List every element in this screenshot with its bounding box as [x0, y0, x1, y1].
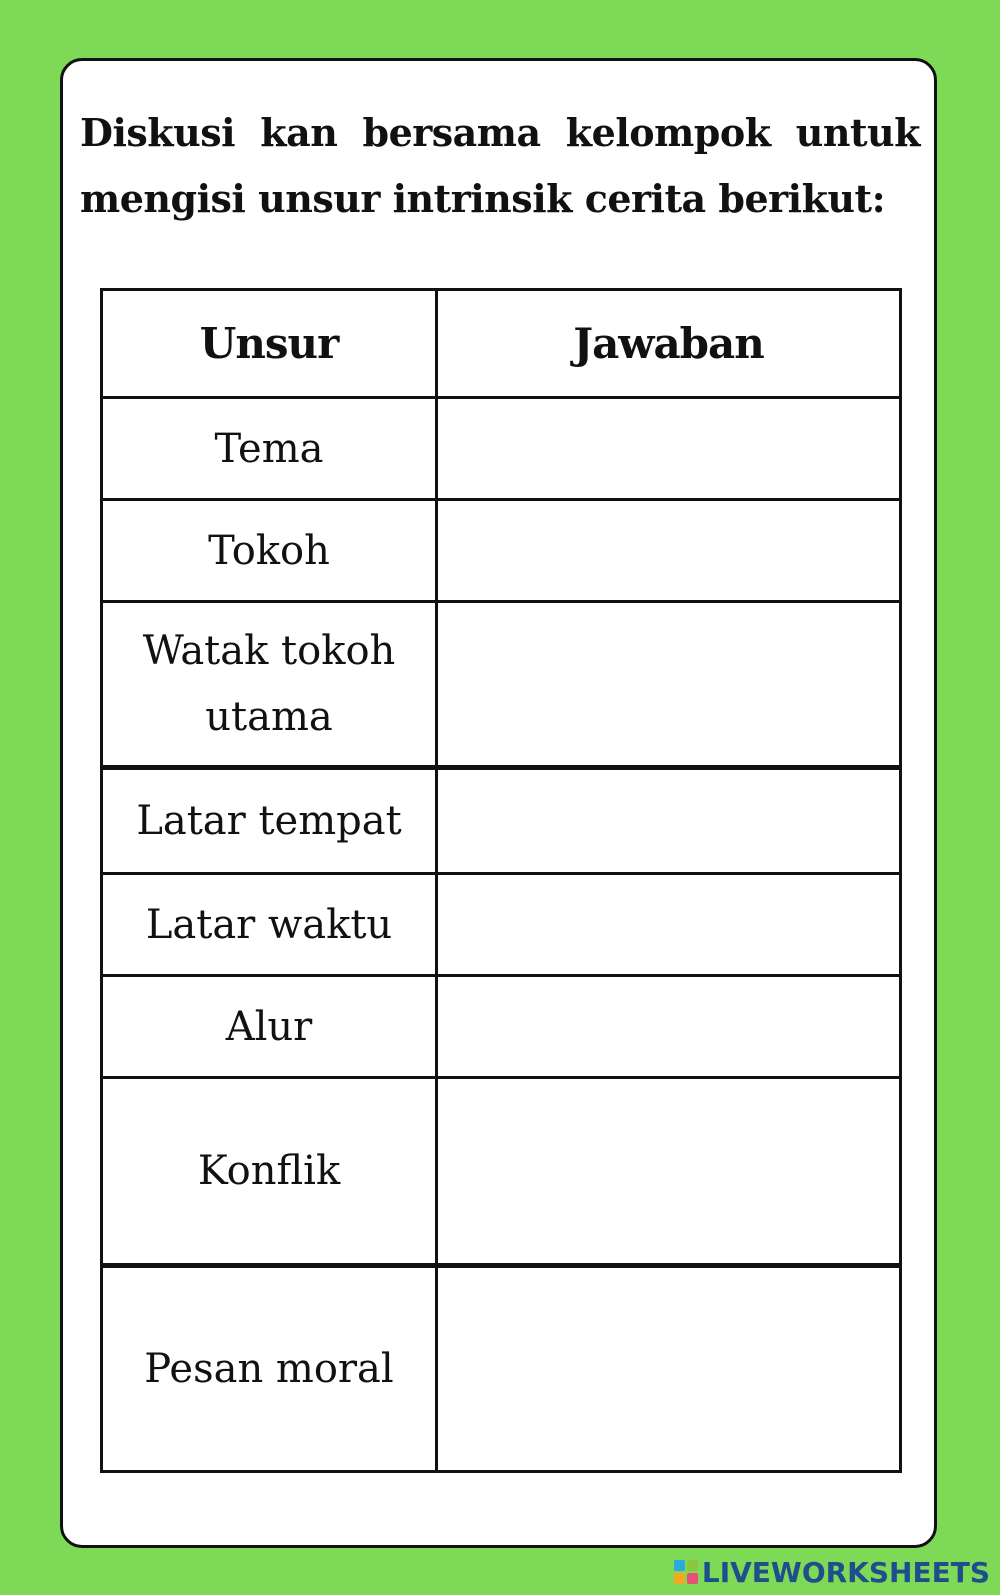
answer-cell-latar-tempat[interactable]	[437, 768, 901, 874]
table-row	[102, 976, 901, 1078]
unsur-cell-pesan-moral: Pesan moral	[102, 1266, 437, 1472]
intrinsic-elements-table	[100, 288, 902, 1473]
unsur-cell-watak-tokoh-utama: Watak tokoh utama	[102, 602, 437, 768]
header-jawaban: Jawaban	[437, 290, 901, 398]
table-header-row	[102, 290, 901, 398]
answer-cell-pesan-moral[interactable]	[437, 1266, 901, 1472]
header-unsur: Unsur	[102, 290, 437, 398]
liveworksheets-watermark	[674, 1556, 990, 1588]
watermark-text: LIVEWORKSHEETS	[701, 1555, 990, 1589]
unsur-cell-latar-tempat: Latar tempat	[102, 768, 437, 874]
unsur-cell-konflik: Konflik	[102, 1078, 437, 1266]
liveworksheets-logo-icon	[674, 1560, 698, 1584]
answer-cell-konflik[interactable]	[437, 1078, 901, 1266]
table-row	[102, 874, 901, 976]
table-row	[102, 602, 901, 768]
table-row	[102, 1266, 901, 1472]
answer-cell-latar-waktu[interactable]	[437, 874, 901, 976]
table-row	[102, 398, 901, 500]
answer-cell-tema[interactable]	[437, 398, 901, 500]
instruction-text: Diskusi kan bersama kelompok untuk mengisi unsur intrinsik cerita berikut:	[80, 110, 920, 221]
answer-cell-tokoh[interactable]	[437, 500, 901, 602]
table-row	[102, 1078, 901, 1266]
unsur-cell-alur: Alur	[102, 976, 437, 1078]
answer-cell-watak-tokoh-utama[interactable]	[437, 602, 901, 768]
table-row	[102, 768, 901, 874]
unsur-cell-tema: Tema	[102, 398, 437, 500]
answer-cell-alur[interactable]	[437, 976, 901, 1078]
unsur-cell-tokoh: Tokoh	[102, 500, 437, 602]
table-row	[102, 500, 901, 602]
unsur-cell-latar-waktu: Latar waktu	[102, 874, 437, 976]
